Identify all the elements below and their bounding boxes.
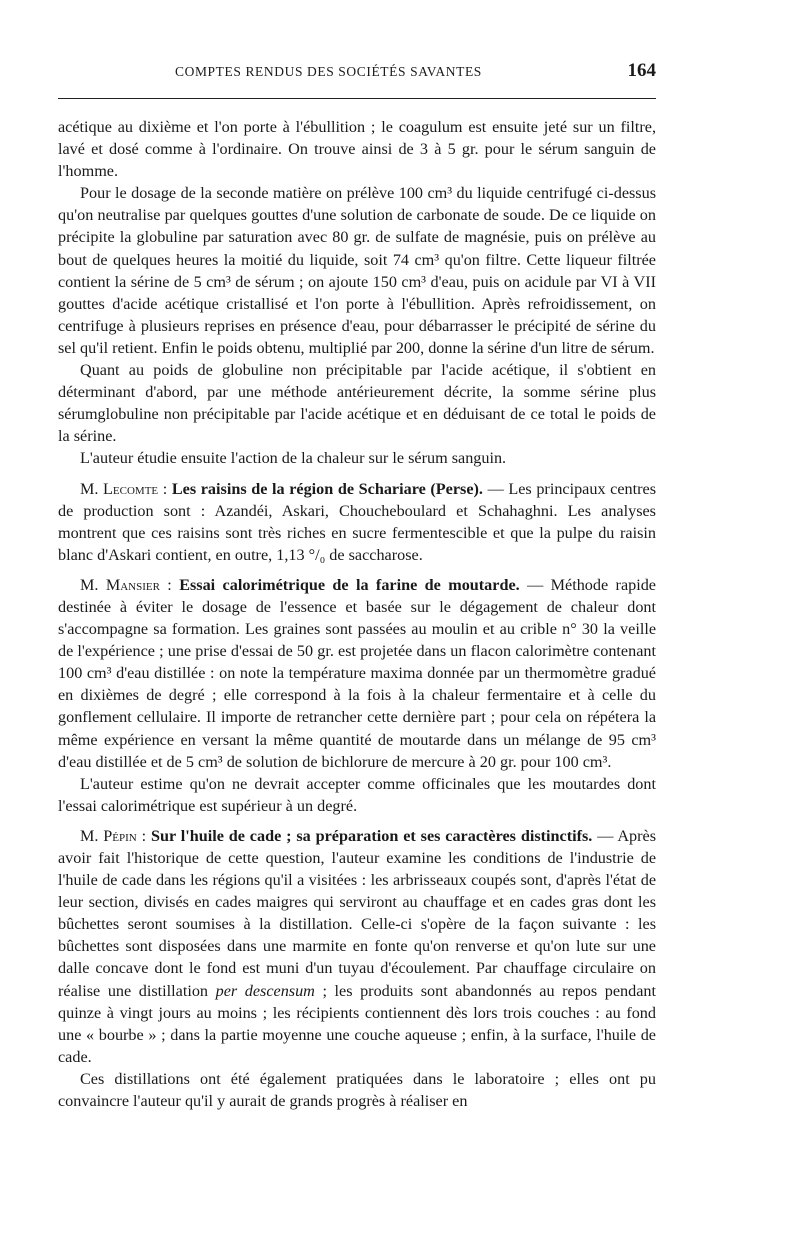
paragraph: Pour le dosage de la seconde matière on prélève 100 cm³ du liquide centrifugé ci-dessus qu'on neutralise par quelques gouttes d'une solution de carbonate de soude. De ce liquide on précipite la globuline par saturation avec 80 gr. de sulfate de magnésie, puis on prélève au bout de quelques heures la moitié du liquide, soit 74 cm³ qu'on filtre. Cette liqueur filtrée contient la sérine de 5 cm³ de sérum ; on ajoute 150 cm³ d'eau, puis on acidule par VI à VII gouttes d'acide acétique cristallisé et l'on porte à l'ébullition. Après refroidissement, on centrifuge à plusieurs reprises en présence d'eau, pour débarrasser le précipité de sérine du sel qu'il retient. Enfin le poids obtenu, multiplié par 200, donne la sérine d'un litre de sérum. xyxy=(58,184,656,357)
entry-mansier xyxy=(58,574,656,773)
entry-author: M. Pépin xyxy=(80,826,137,845)
paragraph: L'auteur étudie ensuite l'action de la chaleur sur le sérum sanguin. xyxy=(80,449,507,468)
entry-text-continued: ; les produits sont abandonnés au repos pendant quinze à vingt jours au moins ; les récipients contiennent dès lors trois couches : au fond une « bourbe » ; dans la partie moyenne une couche aqueuse ; enfin, à la surface, l'huile de cade. xyxy=(58,981,657,1066)
entry-separator: : xyxy=(136,826,151,845)
entry-title: Sur l'huile de cade ; sa préparation et ses caractères distinctifs. xyxy=(150,826,593,845)
body-text xyxy=(58,116,656,1112)
paragraph: acétique au dixième et l'on porte à l'ébullition ; le coagulum est ensuite jeté sur un filtre, lavé et dosé comme à l'ordinaire. On trouve ainsi de 3 à 5 gr. pour le sérum sanguin de l'homme. xyxy=(58,118,656,181)
entry-pepin xyxy=(58,825,656,1068)
paragraph: Quant au poids de globuline non précipitable par l'acide acétique, il s'obtient en déterminant d'abord, par une méthode antérieurement décrite, la somme sérine plus sérumglobuline non précipitable par l'acide acétique et en déduisant de ce total le poids de la sérine. xyxy=(58,361,656,446)
entry-separator: : xyxy=(158,479,172,498)
entry-author: M. Mansier xyxy=(80,575,160,594)
paragraph: Ces distillations ont été également pratiquées dans le laboratoire ; elles ont pu convaincre l'auteur qu'il y aurait de grands progrès à réaliser en xyxy=(58,1069,656,1111)
paragraph: L'auteur estime qu'on ne devrait accepter comme officinales que les moutardes dont l'essai calorimétrique est supérieur à un degré. xyxy=(58,774,656,815)
entry-text: — Méthode rapide destinée à éviter le dosage de l'essence et basée sur le dégagement de chaleur dont s'accompagne sa formation. Les graines sont passées au moulin et au crible n° 30 la veille de l'expérience ; une prise d'essai de 50 gr. est projetée dans un flacon calorimètre contenant 100 cm³ d'eau distillée : on note la température maxima donnée par un thermomètre gradué en dixièmes de degré ; elle correspond à la fois à la chaleur fermentaire et à celle du gonflement cellulaire. Il importe de retrancher cette dernière part ; pour cela on répétera la même expérience en versant la même quantité de moutarde dans un mélange de 95 cm³ d'eau distillée et de 5 cm³ de solution de bichlorure de mercure à 20 gr. pour 100 cm³. xyxy=(58,575,656,771)
header-rule xyxy=(58,98,656,99)
entry-text: — Les principaux centres de production sont : Azandéi, Askari, Choucheboulard et Schahaghni. Les analyses montrent que ces raisins sont très riches en sucre fermentescible et que la pulpe du raisin blanc d'Askari contient, en outre, 1,13 °/₀ de saccharose. xyxy=(58,479,656,564)
page xyxy=(58,60,657,1111)
entry-lecomte xyxy=(58,478,656,566)
page-header xyxy=(58,60,656,90)
entry-author: M. Lecomte xyxy=(80,479,159,498)
entry-title: Les raisins de la région de Schariare (Perse). xyxy=(171,479,483,498)
entry-italic-term: per descensum xyxy=(215,981,315,1000)
entry-separator: : xyxy=(159,575,180,594)
entry-title: Essai calorimétrique de la farine de moutarde. xyxy=(179,575,520,594)
running-title: COMPTES RENDUS DES SOCIÉTÉS SAVANTES xyxy=(175,64,482,79)
page-number: 164 xyxy=(627,60,656,81)
entry-text: — Après avoir fait l'historique de cette question, l'auteur examine les conditions de l'industrie de l'huile de cade dans les régions qu'il a visitées : les arbrisseaux coupés sont, d'après l'état de leur section, divisés en cades maigres qui serviront au chauffage et en cades gras dont les bûchettes seront soumises à la distillation. Celle-ci s'opère de la façon suivante : les bûchettes sont disposées dans une marmite en fonte qu'on renverse et qu'on lute sur une dalle concave dont le fond est muni d'un tuyau d'écoulement. Par chauffage circulaire on réalise une distillation xyxy=(58,826,657,1000)
